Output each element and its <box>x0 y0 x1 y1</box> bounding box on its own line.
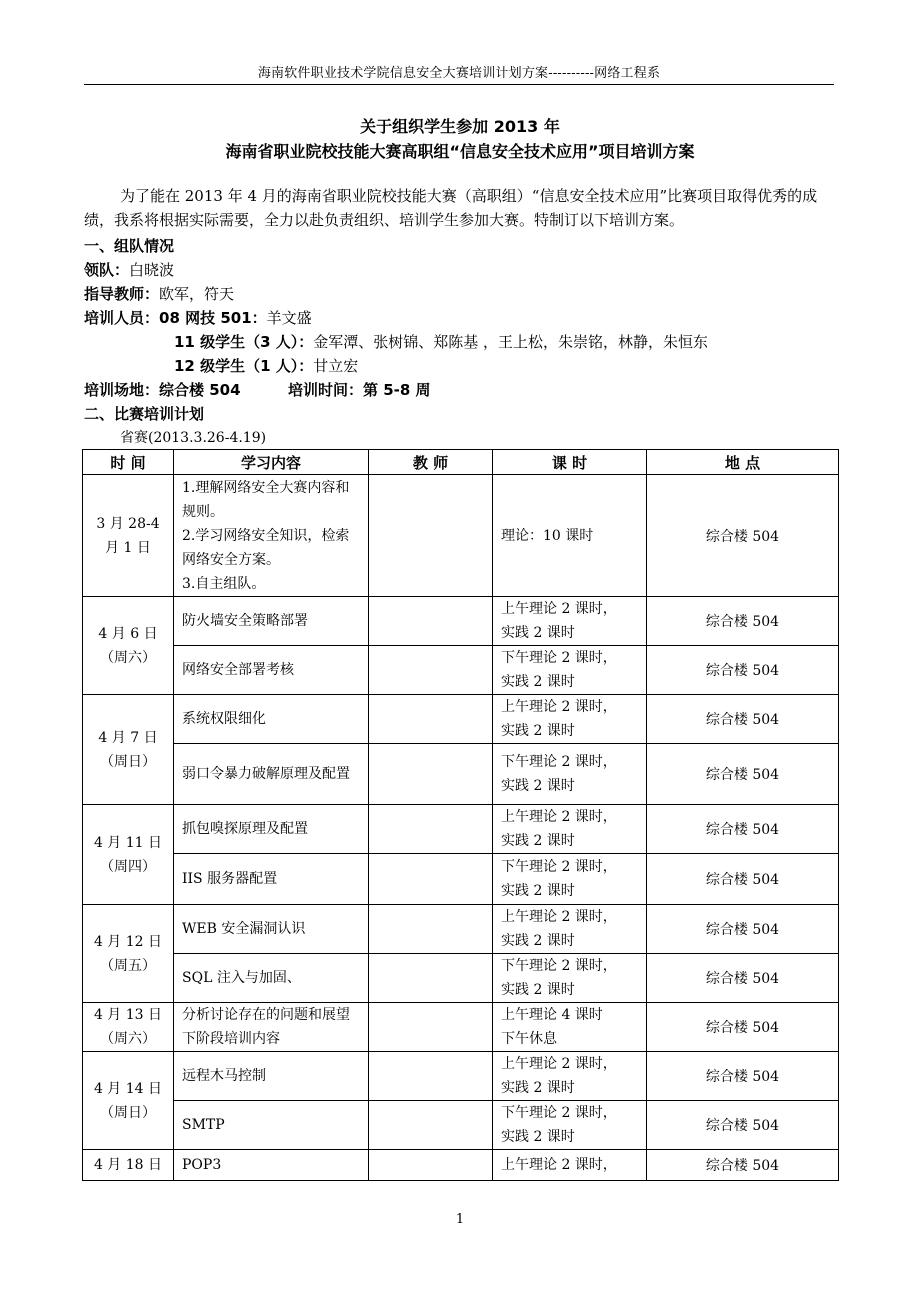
teacher-cell <box>369 1052 493 1101</box>
date-cell <box>83 695 174 805</box>
content-text: 防火墙安全策略部署 <box>182 613 308 629</box>
hours-cell <box>493 954 647 1003</box>
place-cell: 综合楼 504 <box>647 597 839 646</box>
hours-cell <box>493 854 647 905</box>
grade11-names: 金军潭、张树锦、郑陈基 ，王上松，朱崇铭，林静，朱恒东 <box>313 333 709 351</box>
hours-cell <box>493 695 647 744</box>
weekday-text: （周日） <box>100 753 156 770</box>
hours-text: 上午理论 2 课时， <box>501 809 617 825</box>
section1-heading: 一、组队情况 <box>84 237 175 255</box>
date-cell <box>83 1052 174 1150</box>
grade11-label: 11 级学生（3 人）： <box>174 333 314 351</box>
page-number: 1 <box>455 1212 465 1227</box>
date-cell <box>83 597 174 695</box>
content-text: 弱口令暴力破解原理及配置 <box>182 766 350 782</box>
hours-cell <box>493 646 647 695</box>
content-text: 网络安全部署考核 <box>182 662 294 678</box>
date-cell <box>83 905 174 1003</box>
place-cell: 综合楼 504 <box>647 695 839 744</box>
hours-text: 下午理论 2 课时， <box>501 754 617 770</box>
training-period: 培训时间：第 5-8 周 <box>288 381 431 399</box>
content-text: POP3 <box>182 1157 222 1173</box>
table-row <box>83 1150 839 1181</box>
header-time: 时 间 <box>83 450 174 475</box>
hours-text: 实践 2 课时 <box>501 933 575 949</box>
hours-cell <box>493 744 647 805</box>
place-cell: 综合楼 504 <box>647 954 839 1003</box>
teacher-cell <box>369 854 493 905</box>
content-text: WEB 安全漏洞认识 <box>182 921 306 937</box>
place-cell: 综合楼 504 <box>647 854 839 905</box>
section2-heading: 二、比赛培训计划 <box>84 405 205 423</box>
trainee-label: 培训人员：08 网技 501： <box>84 309 267 327</box>
date-text: 4 月 11 日 <box>93 834 163 851</box>
place-cell: 综合楼 504 <box>647 475 839 597</box>
hours-cell <box>493 805 647 854</box>
hours-text: 上午理论 4 课时 <box>501 1007 603 1023</box>
content-text: 系统权限细化 <box>182 711 266 727</box>
date-text: 4 月 7 日 <box>98 729 158 746</box>
leader-name: 白晓波 <box>129 261 175 279</box>
table-header-row <box>83 450 839 475</box>
content-cell <box>174 646 369 695</box>
date-text: 4 月 14 日 <box>93 1080 163 1097</box>
date-cell <box>83 805 174 905</box>
place-cell: 综合楼 504 <box>647 744 839 805</box>
table-row <box>83 1052 839 1101</box>
grade12-label: 12 级学生（1 人）： <box>174 357 314 375</box>
teacher-line <box>84 283 234 304</box>
hours-text: 实践 2 课时 <box>501 1129 575 1145</box>
hours-cell <box>493 1003 647 1052</box>
teacher-cell <box>369 1003 493 1052</box>
teacher-cell <box>369 695 493 744</box>
content-cell <box>174 1150 369 1181</box>
leader-line <box>84 259 174 280</box>
hours-text: 上午理论 2 课时， <box>501 1157 617 1173</box>
content-text: 2.学习网络安全知识，检索网络安全方案。 <box>182 527 350 568</box>
weekday-text: （周四） <box>100 858 156 875</box>
date-cell: 4 月 18 日 <box>83 1150 174 1181</box>
header-place: 地 点 <box>647 450 839 475</box>
place-cell: 综合楼 504 <box>647 646 839 695</box>
place-cell: 综合楼 504 <box>647 1101 839 1150</box>
place-cell: 综合楼 504 <box>647 1150 839 1181</box>
content-cell <box>174 854 369 905</box>
table-row <box>83 854 839 905</box>
training-plan-table <box>82 449 839 1181</box>
trainee-line <box>84 307 312 328</box>
hours-text: 下午休息 <box>501 1031 557 1047</box>
table-row <box>83 744 839 805</box>
content-text: 抓包嗅探原理及配置 <box>182 821 308 837</box>
document-title-line2: 海南省职业院校技能大赛高职组“信息安全技术应用”项目培训方案 <box>225 142 695 161</box>
content-cell <box>174 695 369 744</box>
grade12-names: 甘立宏 <box>313 357 359 375</box>
place-cell: 综合楼 504 <box>647 905 839 954</box>
content-cell <box>174 905 369 954</box>
leader-label: 领队： <box>84 261 130 279</box>
content-text: 远程木马控制 <box>182 1068 266 1084</box>
hours-text: 实践 2 课时 <box>501 674 575 690</box>
hours-cell <box>493 475 647 597</box>
table-row <box>83 646 839 695</box>
weekday-text: （周六） <box>100 1031 156 1047</box>
table-row <box>83 597 839 646</box>
hours-text: 实践 2 课时 <box>501 778 575 794</box>
content-cell <box>174 1052 369 1101</box>
content-text: SQL 注入与加固、 <box>182 970 301 986</box>
content-text: 3.自主组队。 <box>182 575 266 592</box>
content-cell <box>174 954 369 1003</box>
hours-text: 下午理论 2 课时， <box>501 958 617 974</box>
teacher-cell <box>369 744 493 805</box>
hours-text: 上午理论 2 课时， <box>501 1056 617 1072</box>
weekday-text: （周日） <box>100 1104 156 1121</box>
content-text: IIS 服务器配置 <box>182 871 278 887</box>
content-text: SMTP <box>182 1117 225 1133</box>
content-text: 分析讨论存在的问题和展望下阶段培训内容 <box>182 1007 350 1047</box>
weekday-text: （周六） <box>100 649 156 666</box>
header-content: 学习内容 <box>174 450 369 475</box>
content-cell <box>174 744 369 805</box>
hours-cell <box>493 597 647 646</box>
hours-text: 实践 2 课时 <box>501 833 575 849</box>
document-title-line1: 关于组织学生参加 2013 年 <box>360 117 560 136</box>
header-teacher: 教 师 <box>369 450 493 475</box>
hours-cell <box>493 1101 647 1150</box>
hours-text: 实践 2 课时 <box>501 723 575 739</box>
teacher-cell <box>369 597 493 646</box>
date-cell <box>83 1003 174 1052</box>
teacher-cell <box>369 905 493 954</box>
place-cell: 综合楼 504 <box>647 805 839 854</box>
header-divider <box>84 84 834 85</box>
table-row <box>83 905 839 954</box>
hours-text: 上午理论 2 课时， <box>501 699 617 715</box>
date-text: 4 月 6 日 <box>98 625 158 642</box>
hours-cell <box>493 905 647 954</box>
teacher-label: 指导教师： <box>84 285 160 303</box>
table-row <box>83 954 839 1003</box>
teacher-cell <box>369 1101 493 1150</box>
content-cell <box>174 1101 369 1150</box>
grade12-line <box>174 355 358 376</box>
content-cell <box>174 1003 369 1052</box>
table-row <box>83 1101 839 1150</box>
hours-text: 实践 2 课时 <box>501 625 575 641</box>
trainee-08-name: 羊文盛 <box>266 309 312 327</box>
hours-text: 实践 2 课时 <box>501 982 575 998</box>
teacher-names: 欧军，符天 <box>159 285 235 303</box>
place-cell: 综合楼 504 <box>647 1003 839 1052</box>
hours-text: 下午理论 2 课时， <box>501 650 617 666</box>
teacher-cell <box>369 805 493 854</box>
table-row <box>83 1003 839 1052</box>
content-text: 1.理解网络安全大赛内容和规则。 <box>182 479 350 520</box>
page-header: 海南软件职业技术学院信息安全大赛培训计划方案----------网络工程系 <box>257 66 661 81</box>
hours-text: 下午理论 2 课时， <box>501 1105 617 1121</box>
header-hours: 课 时 <box>493 450 647 475</box>
date-text: 4 月 13 日 <box>93 1007 163 1023</box>
teacher-cell <box>369 954 493 1003</box>
hours-text: 理论：10 课时 <box>501 527 594 544</box>
section2-subheading: 省赛(2013.3.26-4.19) <box>120 430 267 446</box>
content-cell <box>174 597 369 646</box>
content-cell <box>174 475 369 597</box>
teacher-cell <box>369 646 493 695</box>
table-row <box>83 475 839 597</box>
hours-text: 上午理论 2 课时， <box>501 601 617 617</box>
hours-text: 实践 2 课时 <box>501 883 575 899</box>
intro-paragraph: 为了能在 2013 年 4 月的海南省职业院校技能大赛（高职组）“信息安全技术应用”比赛项目取得优秀的成绩，我系将根据实际需要，全力以赴负责组织、培训学生参加大赛。特制订以下培训方案。 <box>84 187 818 229</box>
weekday-text: （周五） <box>100 957 156 974</box>
content-cell <box>174 805 369 854</box>
place-cell: 综合楼 504 <box>647 1052 839 1101</box>
table-row <box>83 805 839 854</box>
date-text: 4 月 12 日 <box>93 933 163 950</box>
teacher-cell <box>369 1150 493 1181</box>
hours-text: 实践 2 课时 <box>501 1080 575 1096</box>
hours-text: 上午理论 2 课时， <box>501 909 617 925</box>
training-venue: 培训场地：综合楼 504 <box>84 381 241 399</box>
date-cell: 3 月 28-4 月 1 日 <box>83 475 174 597</box>
hours-text: 下午理论 2 课时， <box>501 859 617 875</box>
teacher-cell <box>369 475 493 597</box>
table-row <box>83 695 839 744</box>
grade11-line <box>174 331 708 352</box>
hours-cell <box>493 1052 647 1101</box>
hours-cell <box>493 1150 647 1181</box>
